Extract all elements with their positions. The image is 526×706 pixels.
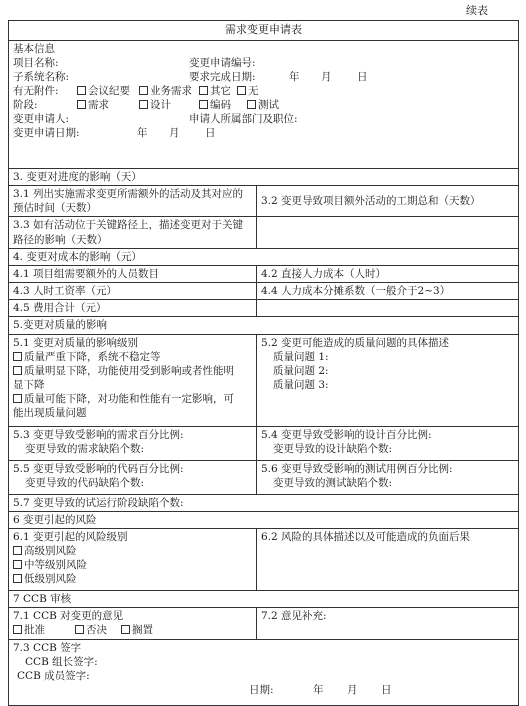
attachments-label: 有无附件:: [13, 84, 59, 97]
applicant-line: [13, 112, 514, 126]
risk-medium-label: 中等级别风险: [24, 558, 87, 571]
apply-month: 月: [169, 126, 180, 139]
attachments-line: [13, 84, 514, 98]
ccb-day: 日: [381, 684, 392, 697]
required-day: 日: [357, 70, 368, 83]
q43-cell: 4.3 人时工资率（元）: [9, 283, 257, 300]
stage-testing-label: 测试: [258, 98, 279, 111]
quality-possible-cont: 能出现质量问题: [13, 406, 87, 419]
q33-cell: 3.3 如有活动位于关键路径上，描述变更对于关键路径的影响（天数）: [9, 217, 257, 248]
opinion-approve-label: 批准: [24, 624, 45, 637]
q54-defects-label: 变更导致的设计缺陷个数:: [273, 442, 393, 455]
basic-info-header: 基本信息: [13, 42, 55, 55]
stage-label: 阶段:: [13, 98, 38, 111]
checkbox-other[interactable]: [199, 86, 208, 95]
stage-requirement-label: 需求: [88, 98, 109, 111]
apply-day: 日: [205, 126, 216, 139]
change-request-form: [8, 20, 519, 706]
issue-2-label: 质量问题 2:: [273, 364, 329, 377]
checkbox-medium-risk[interactable]: [13, 560, 22, 569]
q51-label: 5.1 变更对质量的影响级别: [13, 336, 139, 349]
ccb-date-line: [13, 683, 514, 697]
issue-1-label: 质量问题 1:: [273, 350, 329, 363]
q53-label: 5.3 变更导致受影响的需求百分比例:: [13, 428, 184, 441]
continued-label: 续表: [466, 4, 488, 17]
stage-design-label: 设计: [150, 98, 171, 111]
att-none-label: 无: [248, 84, 259, 97]
request-no-label: 变更申请编号:: [189, 56, 256, 69]
project-line: [13, 56, 514, 70]
checkbox-design[interactable]: [139, 100, 148, 109]
checkbox-reject[interactable]: [75, 625, 84, 634]
checkbox-none[interactable]: [237, 86, 246, 95]
att-other-label: 其它: [210, 84, 231, 97]
quality-obvious-cont: 显下降: [13, 378, 45, 391]
q53-defects-label: 变更导致的需求缺陷个数:: [25, 442, 145, 455]
q61-label: 6.1 变更引起的风险级别: [13, 530, 128, 543]
dept-position-label: 申请人所属部门及职位:: [189, 112, 298, 125]
q54-label: 5.4 变更导致受影响的设计百分比例:: [261, 428, 432, 441]
q71-label: 7.1 CCB 对变更的意见: [13, 610, 124, 623]
q56-cell: [257, 460, 519, 494]
q52-label: 5.2 变更可能造成的质量问题的具体描述: [261, 336, 450, 349]
cost-impact-header: 4. 变更对成本的影响（元）: [9, 248, 519, 265]
basic-info-section: [9, 40, 519, 168]
subsystem-label: 子系统名称:: [13, 70, 70, 83]
q55-cell: [9, 460, 257, 494]
quality-severe-label: 质量严重下降，系统不稳定等: [24, 350, 161, 363]
q72-cell: 7.2 意见补充:: [257, 608, 519, 640]
checkbox-severe[interactable]: [13, 352, 22, 361]
required-month: 月: [321, 70, 332, 83]
quality-obvious-label: 质量明显下降，功能使用受到影响或者性能明: [24, 364, 234, 377]
issue-3-label: 质量问题 3:: [273, 378, 329, 391]
q42-cell: 4.2 直接人力成本（人时）: [257, 265, 519, 282]
ccb-date-label: 日期:: [249, 684, 274, 697]
checkbox-testing[interactable]: [247, 100, 256, 109]
quality-impact-header: 5.变更对质量的影响: [9, 317, 519, 334]
checkbox-requirement[interactable]: [77, 100, 86, 109]
required-year: 年: [289, 70, 300, 83]
q31-cell: 3.1 列出实施需求变更所需额外的活动及其对应的预估时间（天数）: [9, 186, 257, 217]
form-title: 需求变更申请表: [9, 21, 519, 41]
q73-label: 7.3 CCB 签字: [13, 642, 82, 655]
q55-label: 5.5 变更导致受影响的代码百分比例:: [13, 462, 184, 475]
ccb-month: 月: [347, 684, 358, 697]
att-business-label: 业务需求: [150, 84, 192, 97]
checkbox-approve[interactable]: [13, 625, 22, 634]
q62-cell: 6.2 风险的具体描述以及可能造成的负面后果: [257, 528, 519, 590]
q56-defects-label: 变更导致的测试缺陷个数:: [273, 476, 393, 489]
checkbox-coding[interactable]: [199, 100, 208, 109]
risk-low-label: 低级别风险: [24, 572, 77, 585]
quality-possible-label: 质量可能下降，对功能和性能有一定影响，可: [24, 392, 234, 405]
checkbox-shelve[interactable]: [121, 625, 130, 634]
project-name-label: 项目名称:: [13, 56, 59, 69]
stage-coding-label: 编码: [210, 98, 231, 111]
checkbox-low-risk[interactable]: [13, 574, 22, 583]
q61-cell: [9, 528, 257, 590]
apply-year: 年: [137, 126, 148, 139]
ccb-leader-label: CCB 组长签字:: [25, 656, 98, 669]
ccb-member-label: CCB 成员签字:: [17, 670, 90, 683]
q45-answer-cell: [257, 300, 519, 317]
q54-cell: [257, 426, 519, 460]
subsystem-line: [13, 70, 514, 84]
q51-cell: [9, 334, 257, 426]
att-minutes-label: 会议纪要: [88, 84, 130, 97]
q71-cell: [9, 608, 257, 640]
ccb-year: 年: [313, 684, 324, 697]
checkbox-possible[interactable]: [13, 394, 22, 403]
ccb-review-header: 7 CCB 审核: [9, 590, 519, 607]
schedule-impact-header: 3. 变更对进度的影响（天）: [9, 168, 519, 185]
q55-defects-label: 变更导致的代码缺陷个数:: [25, 476, 145, 489]
q41-cell: 4.1 项目组需要额外的人员数目: [9, 265, 257, 282]
q57-cell: 5.7 变更导致的试运行阶段缺陷个数:: [9, 494, 519, 511]
opinion-shelve-label: 搁置: [132, 624, 153, 637]
ccb-signature-cell: [9, 640, 519, 706]
checkbox-obvious[interactable]: [13, 366, 22, 375]
risk-high-label: 高级别风险: [24, 544, 77, 557]
opinion-reject-label: 否决: [86, 624, 107, 637]
checkbox-high-risk[interactable]: [13, 546, 22, 555]
required-date-label: 要求完成日期:: [189, 70, 256, 83]
q45-cell: 4.5 费用合计（元）: [9, 300, 257, 317]
q52-cell: [257, 334, 519, 426]
checkbox-business[interactable]: [139, 86, 148, 95]
q32-cell: 3.2 变更导致项目额外活动的工期总和（天数）: [257, 186, 519, 217]
checkbox-minutes[interactable]: [77, 86, 86, 95]
q53-cell: [9, 426, 257, 460]
applicant-label: 变更申请人:: [13, 112, 70, 125]
q56-label: 5.6 变更导致受影响的测试用例百分比例:: [261, 462, 453, 475]
q44-cell: 4.4 人力成本分摊系数（一般介于2~3）: [257, 283, 519, 300]
stage-line: [13, 98, 514, 112]
risk-header: 6 变更引起的风险: [9, 511, 519, 528]
apply-date-line: [13, 126, 514, 140]
apply-date-label: 变更申请日期:: [13, 126, 80, 139]
q33-answer-cell: [257, 217, 519, 248]
